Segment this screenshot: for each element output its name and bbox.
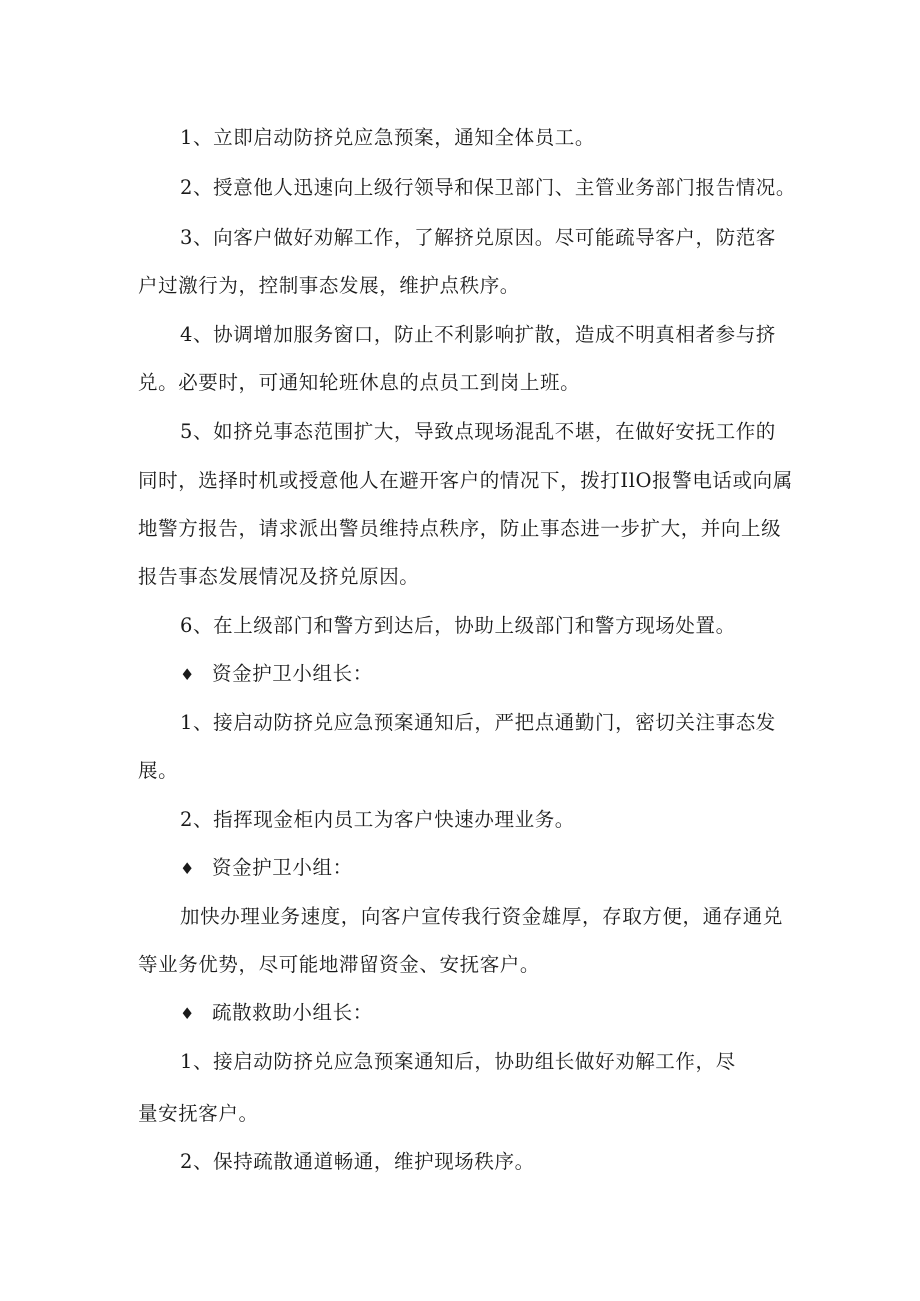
paragraph-5-line-3: 地警方报告，请求派出警员维持点秩序，防止事态进一步扩大，并向上级 [138,517,782,540]
paragraph-5-line-2: 同时，选择时机或授意他人在避开客户的情况下，拨打IlO报警电话或向属 [138,469,793,492]
fund-guard-leader-item-1-line-2: 展。 [138,759,179,782]
fund-guard-leader-item-1-line-1: 1、接启动防挤兑应急预案通知后，严把点通勤门，密切关注事态发 [180,711,776,734]
paragraph-5-line-1: 5、如挤兑事态范围扩大，导致点现场混乱不堪，在做好安抚工作的 [180,420,776,443]
paragraph-3-line-2: 户过激行为，控制事态发展，维护点秩序。 [138,274,520,297]
diamond-bullet-icon: ♦ [180,665,195,684]
heading-text: 疏散救助小组长： [212,1001,373,1024]
paragraph-4-line-2: 兑。必要时，可通知轮班休息的点员工到岗上班。 [138,371,581,394]
fund-guard-leader-item-2: 2、指挥现金柜内员工为客户快速办理业务。 [180,808,575,831]
paragraph-1: 1、立即启动防挤兑应急预案，通知全体员工。 [180,126,596,149]
heading-text: 资金护卫小组长： [212,662,373,685]
paragraph-2: 2、授意他人迅速向上级行领导和保卫部门、主管业务部门报告情况。 [180,176,797,199]
fund-guard-team-line-1: 加快办理业务速度，向客户宣传我行资金雄厚，存取方便，通存通兑 [180,905,784,928]
paragraph-4-line-1: 4、协调增加服务窗口，防止不利影响扩散，造成不明真相者参与挤 [180,323,776,346]
evacuation-leader-item-2: 2、保持疏散通道畅通，维护现场秩序。 [180,1150,535,1173]
paragraph-3-line-1: 3、向客户做好劝解工作，了解挤兑原因。尽可能疏导客户，防范客 [180,226,776,249]
section-heading-fund-guard-team [180,856,353,881]
diamond-bullet-icon: ♦ [180,859,195,878]
section-heading-evacuation-leader [180,1001,373,1026]
evacuation-leader-item-1-line-1: 1、接启动防挤兑应急预案通知后，协助组长做好劝解工作，尽 [180,1050,736,1073]
section-heading-fund-guard-leader [180,662,373,687]
fund-guard-team-line-2: 等业务优势，尽可能地滞留资金、安抚客户。 [138,953,541,976]
heading-text: 资金护卫小组： [212,856,353,879]
paragraph-5-line-4: 报告事态发展情况及挤兑原因。 [138,565,420,588]
diamond-bullet-icon: ♦ [180,1004,195,1023]
evacuation-leader-item-1-line-2: 量安抚客户。 [138,1102,259,1125]
paragraph-6: 6、在上级部门和警方到达后，协助上级部门和警方现场处置。 [180,614,736,637]
